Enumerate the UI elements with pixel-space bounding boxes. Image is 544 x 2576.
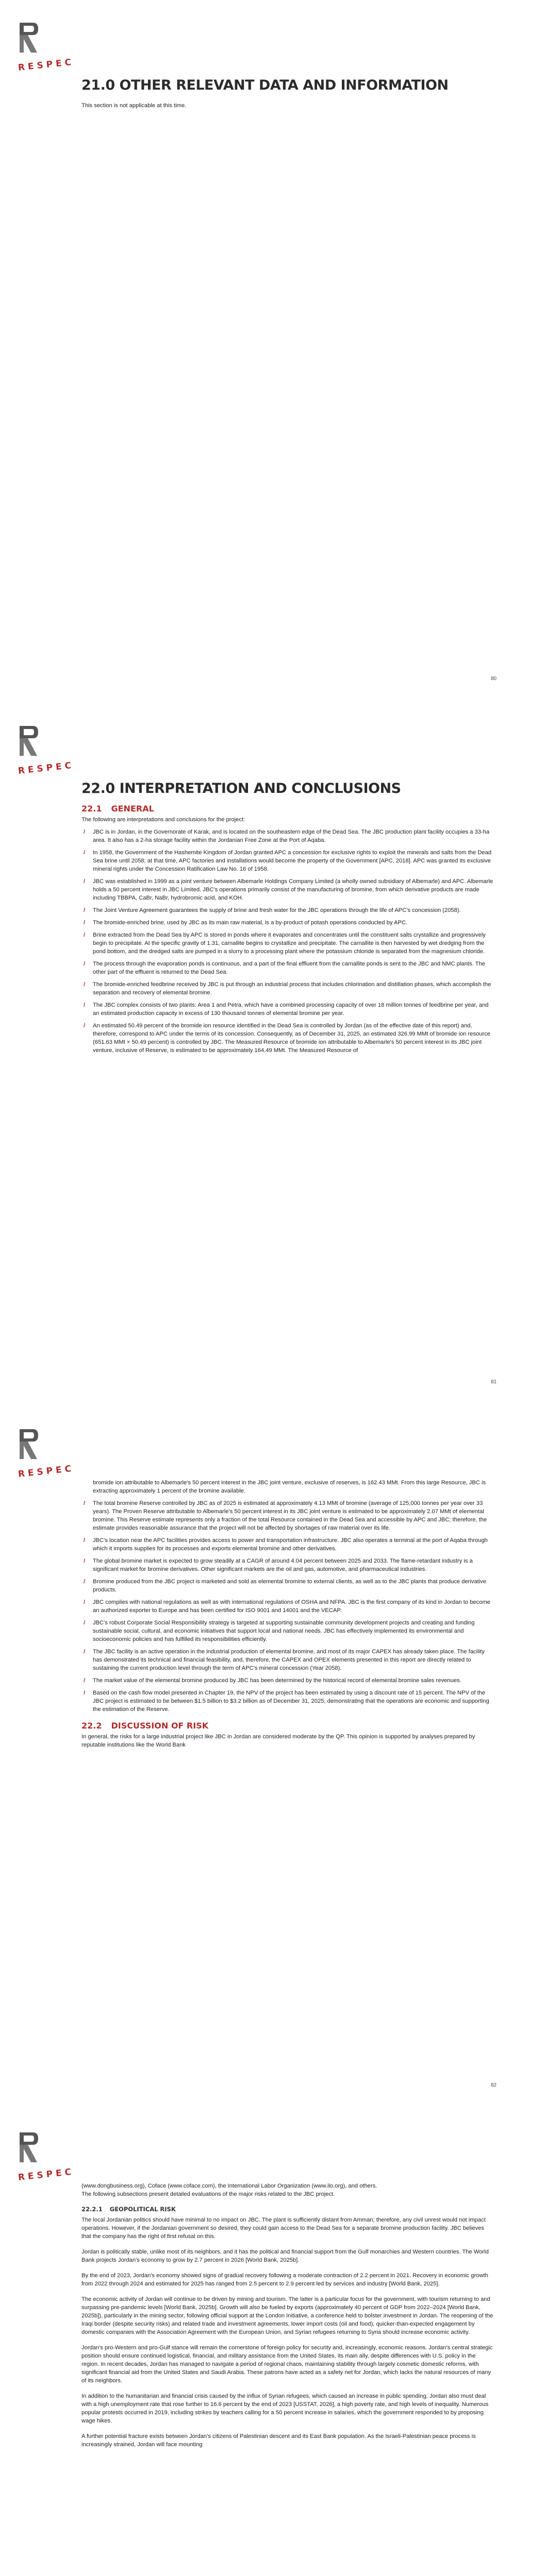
subsubsection-number: 22.2.1: [81, 2206, 103, 2213]
list-item: / The global bromine market is expected to grow steadily at a CAGR of around 4.04 percent between 2025 and 2033. The flame-retardant industry is a significant market for bromine derivatives. Other significant markets are the oil and gas, automotive, and pharmaceutical industries.: [81, 1557, 494, 1573]
body-text: This section is not applicable at this time.: [81, 103, 187, 109]
list-item: / The JBC complex consists of two plants: Area 1 and Petra, which have a combined processing capacity of over 18 million tonnes of feedbrine per year, and an estimated production capacity in excess of 130 thousand tonnes of elemental bromine per year.: [81, 1001, 494, 1018]
subsection-label: DISCUSSION OF RISK: [111, 1721, 209, 1731]
respec-mark-icon: [18, 1427, 40, 1463]
page-number: 80: [490, 676, 497, 682]
page-number: 81: [490, 1379, 497, 1385]
list-item: / Brine extracted from the Dead Sea by APC is stored in ponds where it evaporates and concentrates until the constituent salts crystallize and progressively begin to precipitate. At the specific gravity of 1.31, carnallite begins to crystallize and precipitate. The carnallite is then harvested by wet dredging from the pond bottom, and the dredged salts are pumped in a slurry to a processing plant where the potassium chloride is separated from the magnesium chloride.: [81, 931, 494, 956]
subsection-heading: [81, 804, 494, 814]
paragraph: In addition to the humanitarian and financial crisis caused by the influx of Syrian refugees, which caused an increase in public spending, Jordan also must deal with a high unemployment rate that rose further to 16.6 percent by the end of 2023 [USSTAT, 2026], a high poverty rate, and high levels of inequality. Numerous popular protests occurred in 2019, including strikes by teachers calling for a 50 percent increase in salaries, which the government responded to by proposing wage hikes.: [81, 2393, 489, 2424]
list-item: / The market value of the elemental bromine produced by JBC has been determined by the historical record of elemental bromine sales revenues.: [81, 1676, 494, 1685]
continued-text: bromide ion attributable to Albemarle's 50 percent interest in the JBC joint venture, exclusive of reserves, is 162.43 MMt. From this large Resource, JBC is extracting approximately 1 percent of the bromine available.: [93, 1480, 486, 1494]
respec-mark-icon: [18, 724, 40, 760]
risk-intro-text: In general, the risks for a large industrial project like JBC in Jordan are considered moderate by the QP. This opinion is supported by analyses prepared by reputable institutions like the World Bank: [81, 1734, 475, 1748]
list-item: / The JBC facility is an active operation in the industrial production of elemental bromine, and most of its major CAPEX has already taken place. The facility has demonstrated its technical and financial feasibility, and, therefore, the CAPEX and OPEX elements presented in this report are directly related to sustaining the current production level through the term of APC's mineral concession (Year 2058).: [81, 1648, 494, 1672]
conclusions-list: [81, 828, 494, 1055]
section-title: 22.0 INTERPRETATION AND CONCLUSIONS: [81, 781, 401, 796]
section-title: 21.0 OTHER RELEVANT DATA AND INFORMATION: [81, 77, 449, 93]
list-item: / The bromide-enriched brine, used by JBC as its main raw material, is a by-product of potash operations conducted by APC.: [81, 919, 494, 927]
respec-wordmark: RESPEC: [18, 760, 75, 776]
page-82: [0, 1406, 544, 2110]
subsection-number: 22.2: [81, 1721, 102, 1731]
subsubsection-label: GEOPOLITICAL RISK: [109, 2206, 176, 2213]
list-item: / The Joint Venture Agreement guarantees the supply of brine and fresh water for the JBC operations through the life of APC's concession (2058).: [81, 906, 494, 914]
paragraph: The economic activity of Jordan will continue to be driven by mining and tourism. The latter is a particular focus for the government, with tourism returning to and surpassing pre-pandemic levels [World Bank, 2025b]. Growth will also be fueled by exports (approximately 40 percent of GDP from 2022–2024 [World Bank, 2025b]), particularly in the mining sector, following official support at the London Initiative, a conference held to bolster investment in Jordan. The reopening of the Iraqi border (despite security risks) and related trade and investment agreements, lower import costs (oil and food), quicker-than-expected engagement by domestic companies with the Association Agreement with the European Union, and Syrian refugees returning to Syria should increase economic activity.: [81, 2296, 493, 2335]
list-item: / The total bromine Reserve controlled by JBC as of 2025 is estimated at approximately 4.13 MMt of bromine (average of 125,000 tonnes per year over 33 years). The Proven Reserve attributable to Albemarle's 50 percent interest in its JBC joint venture is estimated to be approximately 2.07 MMt of elemental bromine. This Reserve estimate represents only a fraction of the total Resource contained in the Dead Sea and accessible by APC and JBC; therefore, the estimate provides reasonable assurance that the project will not be affected by shortages of raw material over its life.: [81, 1499, 494, 1532]
respec-logo: [18, 724, 85, 776]
continued-text: (www.dongbusiness.org), Coface (www.coface.com), the International Labor Organization (www.ilo.org), and others.: [81, 2183, 377, 2189]
page-83: [0, 2110, 544, 2576]
page-81: [0, 703, 544, 1406]
paragraph: A further potential fracture exists between Jordan's citizens of Palestinian descent and its East Bank population. As the Israeli-Palestinian peace process is increasingly strained, Jordan will face mounting: [81, 2433, 476, 2448]
page-number: 82: [490, 2082, 497, 2088]
list-item: / JBC complies with national regulations as well as with international regulations of OSHA and NFPA. JBC is the first company of its kind in Jordan to become an authorized exporter to Europe and has been certified for ISO 9001 and 14001 and the VECAP.: [81, 1598, 494, 1615]
subsection-heading: [81, 1721, 494, 1731]
intro-text: The following are interpretations and conclusions for the project:: [81, 817, 245, 823]
paragraph: The local Jordanian politics should have minimal to no impact on JBC. The plant is sufficiently distant from Amman; therefore, any civil unrest would not impact operations. However, if the Jordanian government so desired, they could gain access to the Dead Sea for a separate bromine production facility. JBC believes that the company has the right of first refusal on this.: [81, 2217, 486, 2240]
subsection-label: GENERAL: [111, 804, 154, 814]
paragraph: Jordan's pro-Western and pro-Gulf stance will remain the cornerstone of foreign policy for security and, increasingly, economic reasons. Jordan's central strategic position should ensure continued logistical, financial, and military assistance from the United States, its main ally, despite differences with U.S. policy in the region. In recent decades, Jordan has managed to navigate a period of regional chaos, maintaining stability through largely cosmetic domestic reforms, with significant financial aid from the United States and Saudi Arabia. These patrons have acted as a safety net for Jordan, which lacks the natural resources of many of its neighbors.: [81, 2345, 493, 2384]
respec-logo: [18, 1427, 85, 1480]
respec-logo: [18, 2130, 85, 2183]
list-item: / In 1958, the Government of the Hashemite Kingdom of Jordan granted APC a concession for exclusive rights to exploit the minerals and salts from the Dead Sea brine until 2058; at that time, APC factories and installations would become the property of the Government [APC, 2018]. APC was granted its exclusive mineral rights under the Concession Ratification Law No. 16 of 1958.: [81, 849, 494, 873]
list-item: / JBC's location near the APC facilities provides access to power and transportation infrastructure. JBC also operates a terminal at the port of Aqaba through which it imports supplies for its processes and exports elemental bromine and other derivatives.: [81, 1536, 494, 1553]
list-item: / Bromine produced from the JBC project is marketed and sold as elemental bromine to external clients, as well as to the JBC plants that produce derivative products.: [81, 1578, 494, 1594]
list-item: / JBC is in Jordan, in the Governorate of Karak, and is located on the southeastern edge of the Dead Sea. The JBC production plant facility occupies a 33-ha area. It also has a 2-ha storage facility within the Jordanian Free Zone at the Port of Aqaba.: [81, 828, 494, 844]
respec-wordmark: RESPEC: [18, 1463, 75, 1480]
respec-wordmark: RESPEC: [18, 2166, 75, 2183]
respec-wordmark: RESPEC: [18, 57, 75, 73]
paragraph: Jordan is politically stable, unlike most of its neighbors, and it has the political and financial support from the Gulf monarchies and Western countries. The World Bank projects Jordan's economy to grow by 2.7 percent in 2026 [World Bank, 2025b].: [81, 2249, 489, 2263]
list-item: / An estimated 50.49 percent of the bromide ion resource identified in the Dead Sea is controlled by Jordan (as of the effective date of this report) and, therefore, correspond to APC under the terms of its concession. Consequently, as of December 31, 2025, an estimated 326.99 MMt of bromide ion resource (651.63 MMt × 50.49 percent) is controlled by JBC. The Measured Resource of bromide ion attributable to Albemarle's 50 percent interest in its JBC joint venture, inclusive of Reserve, is estimated to be approximately 164.49 MMt. The Measured Resource of: [81, 1022, 494, 1055]
paragraph: By the end of 2023, Jordan's economy showed signs of gradual recovery following a moderate contraction of 2.2 percent in 2021. Recovery in economic growth from 2022 through 2024 and estimated for 2025 has ranged from 2.5 percent to 2.9 percent led by services and industry [World Bank, 2025].: [81, 2273, 488, 2287]
list-item: / JBC's robust Corporate Social Responsibility strategy is targeted at supporting sustainable community development projects and creating and funding sustainable social, cultural, and economic initiatives that support local and national needs. JBC has effectively implemented its environmental and socioeconomic policies and has fulfilled its responsibilities efficiently.: [81, 1619, 494, 1643]
list-item: / JBC was established in 1999 as a joint venture between Albemarle Holdings Company Limited (a wholly owned subsidiary of Albemarle) and APC. Albemarle holds a 50 percent interest in JBC Limited. JBC's operations primarily consist of the manufacturing of bromine, from which derivative products are made including TBBPA, CaBr, NaBr, hydrobromic acid, and KOH.: [81, 877, 494, 902]
list-item: / Based on the cash flow model presented in Chapter 19, the NPV of the project has been estimated by using a discount rate of 15 percent. The NPV of the JBC project is estimated to be between $1.5 billion to $3.2 billion as of December 31, 2025, demonstrating that the operations are economic and supporting the estimation of the Reserve.: [81, 1689, 494, 1714]
respec-logo: [18, 21, 85, 73]
intro-text: The following subsections present detailed evaluations of the major risks related to the JBC project.: [81, 2191, 335, 2197]
conclusions-list: [81, 1499, 494, 1714]
list-item: / The bromide-enriched feedbrine received by JBC is put through an industrial process that includes chlorination and distillation phases, which accomplish the separation and recovery of elemental bromine.: [81, 980, 494, 997]
list-item: / The process through the evaporation ponds is continuous, and a part of the final effluent from the carnallite ponds is sent to the JBC and NMC plants. The other part of the effluent is returned to the Dead Sea.: [81, 960, 494, 976]
respec-mark-icon: [18, 21, 40, 57]
subsubsection-heading: [81, 2206, 494, 2213]
page-80: [0, 0, 544, 703]
respec-mark-icon: [18, 2130, 40, 2166]
subsection-number: 22.1: [81, 804, 102, 814]
